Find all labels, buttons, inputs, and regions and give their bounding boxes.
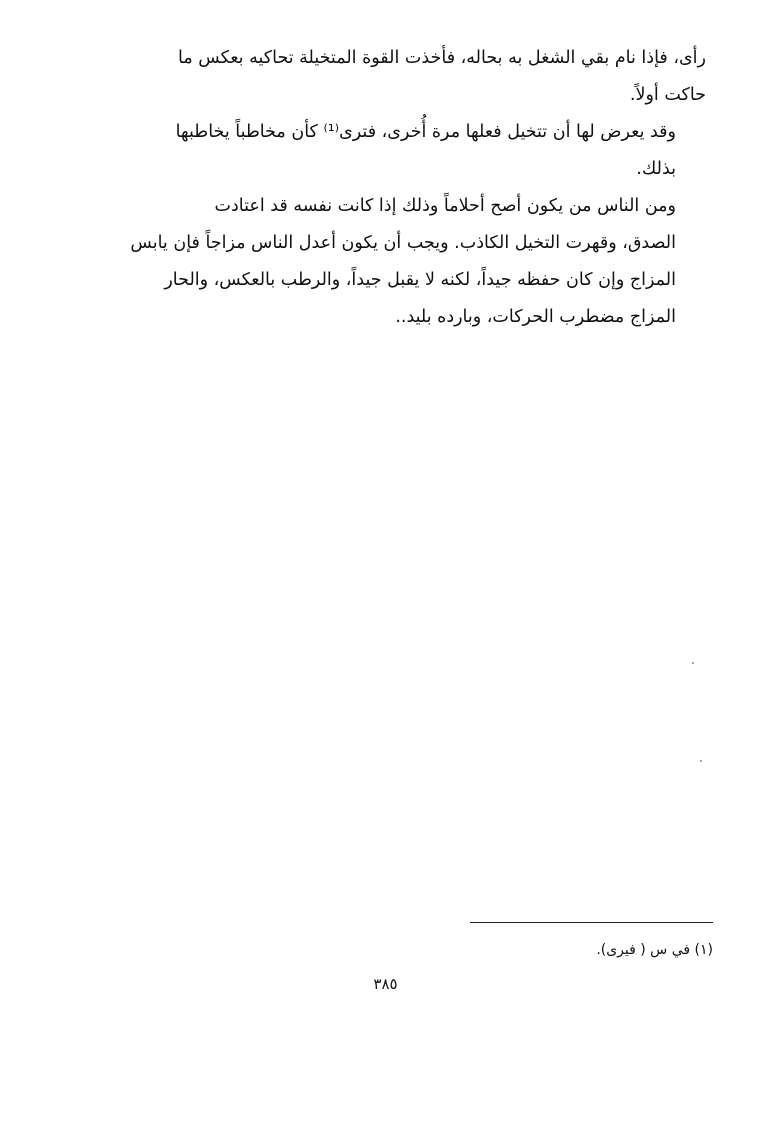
- page-number: ٣٨٥: [373, 975, 398, 993]
- scan-speck: [692, 662, 694, 664]
- paragraph-3-line-4: المزاج مضطرب الحركات، وبارده بليد..: [395, 307, 676, 327]
- paragraph-2: [76, 114, 706, 188]
- footnote-separator: [470, 922, 713, 923]
- paragraph-1-line-1: رأى، فإذا نام بقي الشغل به بحاله، فأخذت القوة المتخيلة تحاكيه بعكس ما: [178, 48, 706, 68]
- paragraph-3: [76, 188, 706, 336]
- paragraph-3-line-3: المزاج وإن كان حفظه جيداً، لكنه لا يقبل جيداً، والرطب بالعكس، والحار: [164, 270, 676, 290]
- footnote: (١) في س ( فيرى).: [596, 942, 713, 958]
- paragraph-1-line-2: حاكت أولاً.: [629, 85, 706, 105]
- paragraph-1: [76, 40, 706, 114]
- paragraph-3-line-2: الصدق، وقهرت التخيل الكاذب. ويجب أن يكون أعدل الناس مزاجاً فإن يابس: [130, 233, 676, 253]
- scan-speck: [700, 760, 702, 762]
- paragraph-2-line-2: بذلك.: [636, 159, 676, 179]
- paragraph-2-line-1: وقد يعرض لها أن تتخيل فعلها مرة أُخرى، فترى⁽¹⁾ كأن مخاطباً يخاطبها: [175, 122, 676, 142]
- paragraph-3-line-1: ومن الناس من يكون أصح أحلاماً وذلك إذا كانت نفسه قد اعتادت: [214, 196, 676, 216]
